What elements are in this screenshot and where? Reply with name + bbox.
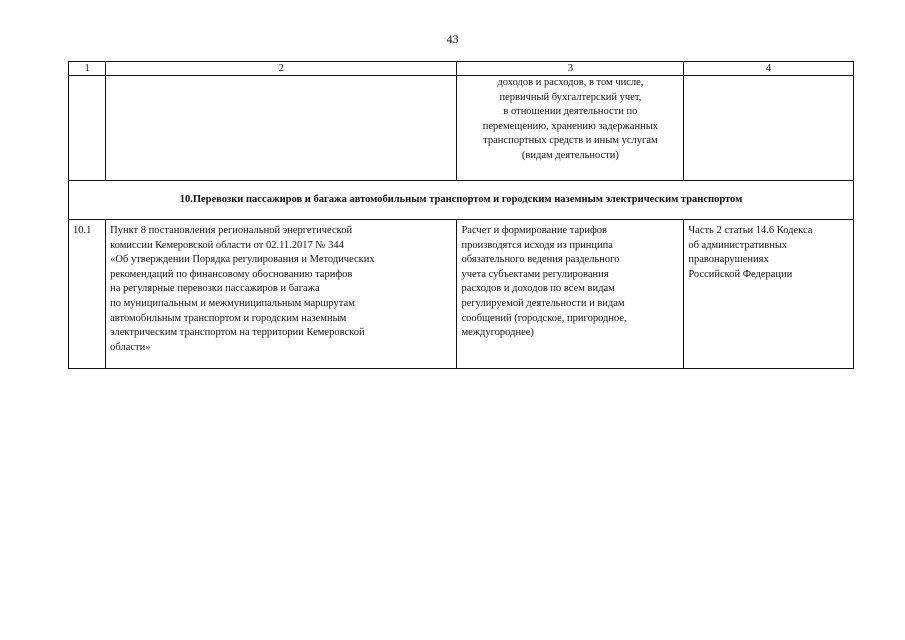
requirement-line: междугороднее)	[461, 327, 534, 339]
continuation-text-line: (видам деятельности)	[521, 149, 619, 161]
continuation-cell-3	[457, 76, 684, 181]
row-liability	[684, 220, 854, 369]
liability-line: правонарушениях	[688, 254, 769, 266]
table-header-row	[69, 62, 854, 76]
requirement-line: сообщений (городское, пригородное,	[461, 312, 627, 324]
requirement-line: учета субъектами регулирования	[461, 268, 609, 280]
header-col-1: 1	[69, 62, 106, 76]
regulation-table	[68, 61, 854, 369]
liability-line: об административных	[688, 239, 788, 251]
requirement-line: регулируемой деятельности и видам	[461, 297, 625, 309]
legal-basis-line: Пункт 8 постановления региональной энергетической	[110, 225, 353, 236]
liability-line: Российской Федерации	[688, 268, 793, 280]
continuation-text-line: первичный бухгалтерский учет,	[499, 91, 642, 103]
legal-basis-line: электрическим транспортом на территории Кемеровской	[110, 327, 365, 339]
liability-line: Часть 2 статьи 14.6 Кодекса	[688, 225, 813, 236]
continuation-cell-2	[106, 76, 457, 181]
page-number: 43	[446, 32, 459, 46]
legal-basis-line: «Об утверждении Порядка регулирования и Методических	[110, 254, 375, 266]
continuation-text-line: в отношении деятельности по	[503, 106, 638, 118]
row-legal-basis	[106, 220, 457, 369]
header-col-3: 3	[457, 62, 684, 76]
requirement-line: обязательного ведения раздельного	[461, 254, 620, 266]
header-col-2: 2	[106, 62, 457, 76]
continuation-text-line: перемещению, хранению задержанных	[482, 120, 659, 132]
row-number: 10.1	[69, 220, 106, 369]
section-heading-row	[69, 181, 854, 220]
legal-basis-line: по муниципальным и межмуниципальным маршрутам	[110, 297, 355, 309]
requirement-line: производятся исходя из принципа	[461, 239, 613, 251]
header-col-4: 4	[684, 62, 854, 76]
legal-basis-line: области»	[110, 341, 151, 353]
legal-basis-line: рекомендаций по финансовому обоснованию тарифов	[110, 268, 353, 280]
continuation-cell-4	[684, 76, 854, 181]
requirement-line: Расчет и формирование тарифов	[461, 225, 607, 236]
table-row	[69, 220, 854, 369]
continuation-text-line: доходов и расходов, в том числе,	[497, 77, 644, 88]
section-heading: 10.Перевозки пассажиров и багажа автомобильным транспортом и городским наземным электрическим транспортом	[69, 181, 854, 220]
row-requirement	[457, 220, 684, 369]
legal-basis-line: на регулярные перевозки пассажиров и багажа	[110, 283, 320, 295]
continuation-cell-1	[69, 76, 106, 181]
legal-basis-line: комиссии Кемеровской области от 02.11.2017 № 344	[110, 239, 344, 251]
requirement-line: расходов и доходов по всем видам	[461, 283, 615, 295]
continuation-text-line: транспортных средств и иным услугам	[483, 135, 658, 147]
table-row-continuation	[69, 76, 854, 181]
legal-basis-line: автомобильным транспортом и городским наземным	[110, 312, 347, 324]
